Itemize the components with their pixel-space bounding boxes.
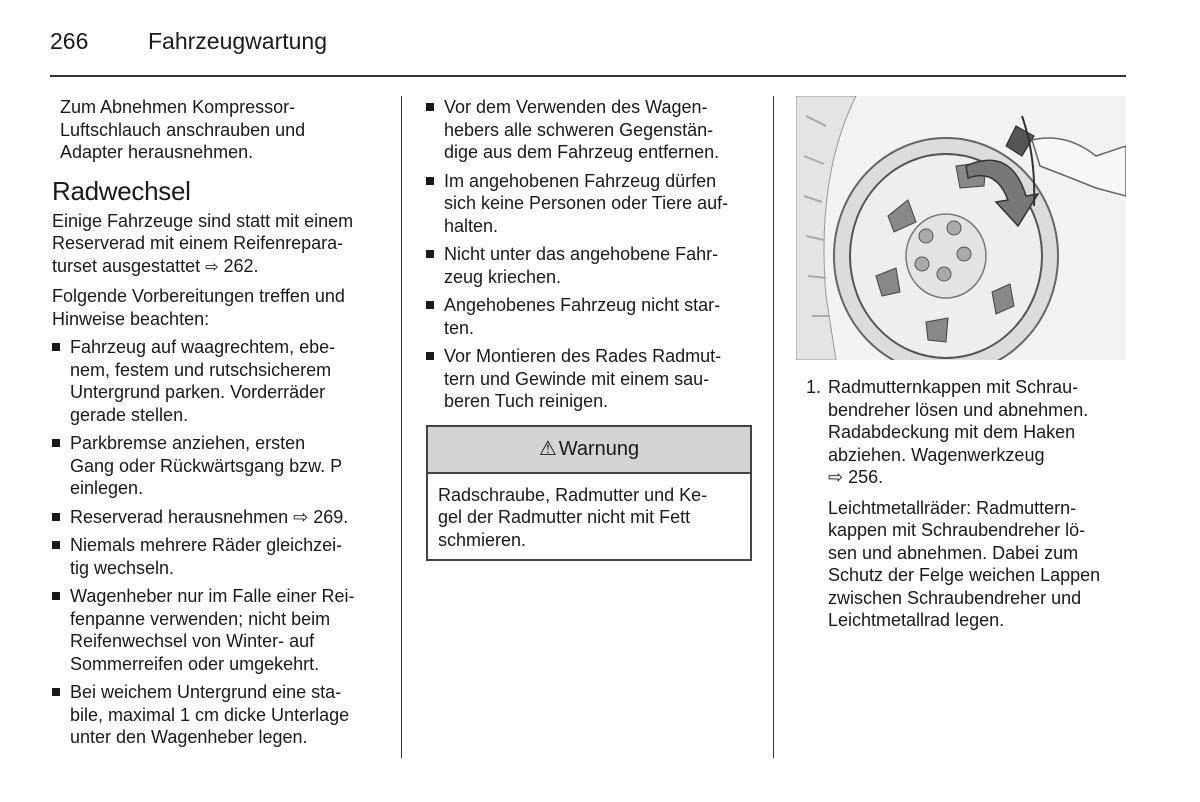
square-bullet-icon	[52, 439, 60, 447]
square-bullet-icon	[52, 513, 60, 521]
square-bullet-icon	[52, 592, 60, 600]
square-bullet-icon	[426, 352, 434, 360]
list-item	[52, 585, 382, 675]
list-item-text: Vor dem Verwenden des Wagen- hebers alle schweren Gegenstän- dige aus dem Fahrzeug entfernen.	[444, 97, 720, 162]
preparation-list	[52, 336, 382, 749]
warning-title: Warnung	[558, 437, 640, 460]
column-divider-2	[773, 96, 774, 758]
list-item-text: Angehobenes Fahrzeug nicht star- ten.	[444, 295, 721, 338]
list-item	[426, 294, 752, 339]
list-item-text: Fahrzeug auf waagrechtem, ebe- nem, festem und rutschsicherem Untergrund parken. Vorderräder gerade stellen.	[70, 337, 336, 425]
list-item	[426, 170, 752, 238]
warning-header	[428, 427, 750, 474]
step-1	[806, 376, 1126, 632]
page-header	[50, 24, 1126, 76]
instruction-steps	[796, 376, 1126, 632]
list-item-text: Wagenheber nur im Falle einer Rei- fenpanne verwenden; nicht beim Reifenwechsel von Winter- auf Sommerreifen oder umgekehrt.	[70, 586, 355, 674]
column-right	[796, 96, 1126, 632]
reserve-ref: 262.	[223, 255, 259, 276]
column-middle	[426, 96, 752, 561]
square-bullet-icon	[52, 541, 60, 549]
wheel-cover-illustration	[796, 96, 1126, 360]
preparation-paragraph: Folgende Vorbereitungen treffen und Hinweise beachten:	[52, 286, 345, 329]
square-bullet-icon	[426, 301, 434, 309]
warning-triangle-icon: ⚠	[538, 437, 557, 460]
column-divider-1	[401, 96, 402, 758]
page-number: 266	[50, 28, 89, 54]
square-bullet-icon	[426, 103, 434, 111]
list-item	[426, 96, 752, 164]
list-item	[52, 432, 382, 500]
column-left	[52, 96, 382, 755]
header-rule	[50, 75, 1126, 77]
list-item-text: Vor Montieren des Rades Radmut- tern und Gewinde mit einem sau- beren Tuch reinigen.	[444, 346, 722, 411]
list-item	[52, 336, 382, 426]
square-bullet-icon	[52, 343, 60, 351]
list-item	[52, 534, 382, 579]
square-bullet-icon	[52, 688, 60, 696]
list-item	[52, 681, 382, 749]
square-bullet-icon	[426, 177, 434, 185]
list-item-text: Bei weichem Untergrund eine sta- bile, maximal 1 cm dicke Unterlage unter den Wagenheber legen.	[70, 682, 350, 747]
safety-list	[426, 96, 752, 413]
list-item	[426, 345, 752, 413]
step-number: 1.	[806, 377, 822, 397]
list-item-text: Reserverad herausnehmen ⇨ 269.	[70, 506, 349, 527]
heading-radwechsel: Radwechsel	[52, 175, 191, 206]
reserve-text: Einige Fahrzeuge sind statt mit einem Reserverad mit einem Reifenrepara- turset ausgestattet	[52, 210, 354, 276]
list-item-text: Niemals mehrere Räder gleichzei- tig wechseln.	[70, 535, 343, 578]
warning-body: Radschraube, Radmutter und Ke- gel der Radmutter nicht mit Fett schmieren.	[438, 484, 708, 550]
warning-box	[426, 425, 752, 562]
list-item	[52, 506, 382, 529]
list-item-text: Im angehobenen Fahrzeug dürfen sich keine Personen oder Tiere auf- halten.	[444, 170, 729, 236]
ref-arrow-icon: ⇨	[205, 258, 219, 276]
intro-paragraph: Zum Abnehmen Kompressor- Luftschlauch anschrauben und Adapter herausnehmen.	[60, 97, 306, 162]
section-title: Fahrzeugwartung	[148, 28, 327, 54]
square-bullet-icon	[426, 250, 434, 258]
list-item	[426, 243, 752, 288]
step-subtext: Leichtmetallräder: Radmuttern- kappen mit Schraubendreher lö- sen und abnehmen. Dabei zum Schutz der Felge weichen Lappen zwischen Schraubendreher und Leichtmetallrad legen.	[828, 497, 1101, 630]
list-item-text: Nicht unter das angehobene Fahr- zeug kriechen.	[444, 244, 719, 287]
list-item-text: Parkbremse anziehen, ersten Gang oder Rückwärtsgang bzw. P einlegen.	[70, 433, 343, 498]
step-text: Radmutternkappen mit Schrau- bendreher lösen und abnehmen. Radabdeckung mit dem Haken abziehen. Wagenwerkzeug ⇨ 256.	[828, 377, 1089, 487]
reserve-paragraph	[52, 210, 382, 280]
wheel-illustration-svg	[796, 96, 1126, 360]
